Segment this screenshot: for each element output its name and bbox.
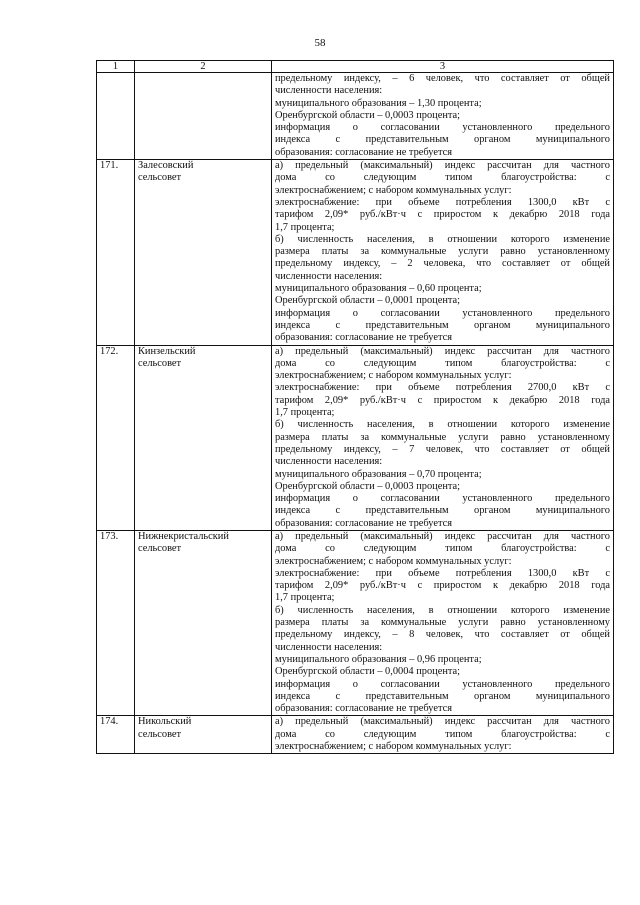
description-line: Оренбургской области – 0,0003 процента; [275,480,461,492]
municipality-name-line: сельсовет [138,357,182,369]
column-header-description: 3 [272,61,614,73]
municipality-name-line: сельсовет [138,728,182,740]
description-line: электроснабжением; с набором коммунальных услуг: [275,555,512,567]
column-header-number: 1 [97,61,135,73]
description-line: предельному индексу, – 7 человек, что составляет от общей [275,443,610,455]
description-line: Оренбургской области – 0,0001 процента; [275,295,461,307]
description-line: а) предельный (максимальный) индекс рассчитан для частного [275,160,610,172]
description-line: электроснабжением; с набором коммунальных услуг: [275,370,512,382]
description-line: численности населения: [275,641,383,653]
description-line: информация о согласовании установленного предельного [275,493,610,505]
description-line: 1,7 процента; [275,221,335,233]
description-line: численности населения: [275,456,383,468]
description-line: тарифом 2,09* руб./кВт·ч с приростом к декабрю 2018 года [275,394,610,406]
description-line: информация о согласовании установленного предельного [275,678,610,690]
description-line: размера платы за коммунальные услуги равно установленному [275,431,610,443]
description-line: а) предельный (максимальный) индекс рассчитан для частного [275,716,610,728]
table-row [97,530,614,715]
description-line: а) предельный (максимальный) индекс рассчитан для частного [275,530,610,542]
description-line: индекса с представительным органом муниципального [275,690,610,702]
description-line: размера платы за коммунальные услуги равно установленному [275,617,610,629]
description-line: дома со следующим типом благоустройства: с [275,357,610,369]
description-line: предельному индексу, – 8 человек, что составляет от общей [275,629,610,641]
municipality-name-line: Залесовский [138,160,194,172]
description-line: тарифом 2,09* руб./кВт·ч с приростом к декабрю 2018 года [275,580,610,592]
description-line: муниципального образования – 0,70 процента; [275,468,482,480]
description-line: б) численность населения, в отношении которого изменение [275,419,610,431]
municipality-name-line: сельсовет [138,172,182,184]
table-row [97,716,614,754]
description-line: б) численность населения, в отношении которого изменение [275,233,610,245]
description-line: а) предельный (максимальный) индекс рассчитан для частного [275,345,610,357]
description-line: индекса с представительным органом муниципального [275,134,610,146]
description-line: информация о согласовании установленного предельного [275,307,610,319]
description-line: индекса с представительным органом муниципального [275,505,610,517]
description-line: электроснабжение: при объеме потребления 2700,0 кВт с [275,382,610,394]
row-number: 174. [97,716,135,754]
municipality-name-line: Нижнекристальский [138,530,229,542]
description-line: электроснабжением; с набором коммунальных услуг: [275,184,512,196]
municipality-name-line: Кинзельский [138,345,196,357]
description-cell [272,73,614,160]
municipality-name-line: Никольский [138,716,192,728]
row-number: 171. [97,160,135,345]
description-line: б) численность населения, в отношении которого изменение [275,604,610,616]
description-cell [272,345,614,530]
row-number [97,73,135,160]
tariff-table [96,60,614,754]
description-line: размера платы за коммунальные услуги равно установленному [275,246,610,258]
description-line: Оренбургской области – 0,0004 процента; [275,666,461,678]
description-line: муниципального образования – 1,30 процента; [275,97,482,109]
description-line: дома со следующим типом благоустройства: с [275,728,610,740]
description-line: предельному индексу, – 6 человек, что составляет от общей [275,73,610,84]
description-line: численности населения: [275,85,383,97]
description-line: предельному индексу, – 2 человека, что составляет от общей [275,258,610,270]
column-header-municipality: 2 [135,61,272,73]
description-line: муниципального образования – 0,60 процента; [275,283,482,295]
page-number: 58 [314,37,326,49]
municipality-name [135,345,272,530]
description-line: образования: согласование не требуется [275,703,453,715]
municipality-name [135,716,272,754]
table-header-row [97,61,614,73]
description-line: электроснабжение: при объеме потребления 1300,0 кВт с [275,196,610,208]
table-body [97,73,614,754]
description-line: дома со следующим типом благоустройства: с [275,543,610,555]
description-line: образования: согласование не требуется [275,332,453,344]
description-line: электроснабжение: при объеме потребления 1300,0 кВт с [275,567,610,579]
table-row [97,73,614,160]
municipality-name-line: сельсовет [138,543,182,555]
description-cell [272,716,614,754]
description-cell [272,160,614,345]
table-row [97,345,614,530]
description-line: 1,7 процента; [275,407,335,419]
description-cell [272,530,614,715]
description-line: 1,7 процента; [275,592,335,604]
description-line: информация о согласовании установленного предельного [275,122,610,134]
municipality-name [135,530,272,715]
description-line: образования: согласование не требуется [275,146,453,158]
description-line: индекса с представительным органом муниципального [275,319,610,331]
description-line: муниципального образования – 0,96 процента; [275,653,482,665]
description-line: тарифом 2,09* руб./кВт·ч с приростом к декабрю 2018 года [275,209,610,221]
row-number: 172. [97,345,135,530]
description-line: образования: согласование не требуется [275,517,453,529]
row-number: 173. [97,530,135,715]
description-line: дома со следующим типом благоустройства: с [275,172,610,184]
municipality-name [135,73,272,160]
description-line: Оренбургской области – 0,0003 процента; [275,109,461,121]
description-line: электроснабжением; с набором коммунальных услуг: [275,741,512,753]
description-line: численности населения: [275,270,383,282]
table-row [97,160,614,345]
municipality-name [135,160,272,345]
